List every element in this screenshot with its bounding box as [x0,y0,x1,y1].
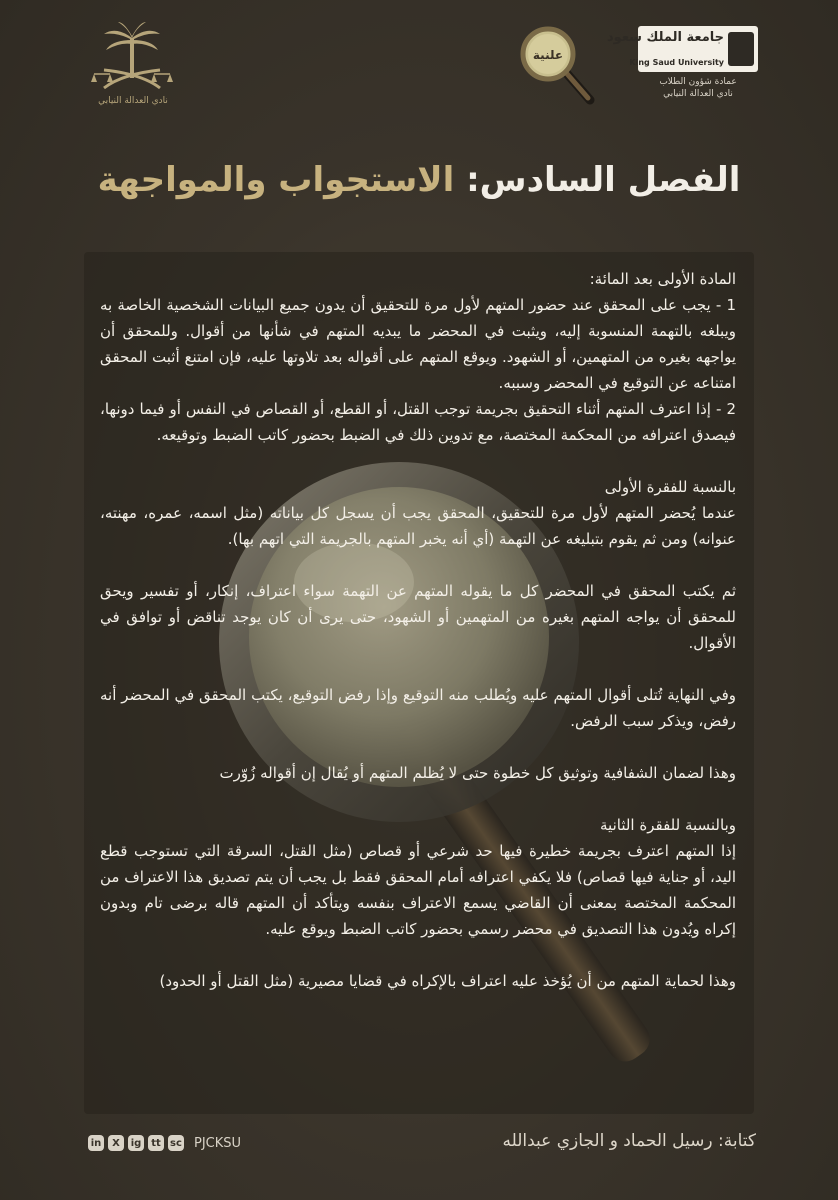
article-heading: المادة الأولى بعد المائة: [589,270,736,288]
tiktok-icon[interactable]: tt [148,1135,164,1151]
title-chapter: الفصل السادس: [466,160,741,200]
explanation1-heading: بالنسبة للفقرة الأولى [604,478,736,496]
explanation1-paragraph-4: وهذا لضمان الشفافية وتوثيق كل خطوة حتى لا يُظلم المتهم أو يُقال إن أقواله زُوّرت [219,764,736,782]
article-clause-1: 1 - يجب على المحقق عند حضور المتهم لأول مرة للتحقيق أن يدون جميع البيانات الشخصية الخاصة به ويبلغه بالتهمة المنسوبة إليه، ويثبت في المحضر ما يبديه المتهم في شأنها من أقوال. وللمحقق أن يواجهه بغيره من المتهمين، أو الشهود. ويوقع المتهم على أقواله بعد تلاوتها عليه، فإن امتنع أثبت المحقق امتناعه عن التوقيع في المحضر وسببه. [100,296,736,392]
explanation2-paragraph-2: وهذا لحماية المتهم من أن يُؤخذ عليه اعتراف بالإكراه في قضايا مصيرية (مثل القتل أو الحدود) [159,972,736,990]
right-logo-caption: نادي العدالة النيابي [98,96,168,106]
magazine-magnifier-logo-icon [518,24,598,106]
title-subject: الاستجواب والمواجهة [97,160,455,200]
ksu-logo [608,22,758,102]
article-clause-2: 2 - إذا اعترف المتهم أثناء التحقيق بجريمة توجب القتل، أو القطع، أو القصاص في النفس أو فيما دونها، فيصدق اعترافه من المحكمة المختصة، مع تدوين ذلك في الضبط بحضور كاتب الضبط وتوقيعه. [100,400,736,444]
explanation1-paragraph-3: وفي النهاية تُتلى أقوال المتهم عليه ويُطلب منه التوقيع وإذا رفض التوقيع، يكتب المحقق في المحضر أنه رفض، ويذكر سبب الرفض. [100,686,736,730]
snapchat-icon[interactable]: sc [168,1135,184,1151]
magazine-logo-text: علنية [532,48,564,62]
social-links [88,1132,241,1154]
ksu-dept-line1: عمادة شؤون الطلاب [659,77,737,87]
explanation2-heading: وبالنسبة للفقرة الثانية [600,816,736,834]
x-twitter-icon[interactable]: X [108,1135,124,1151]
ksu-emblem-icon [728,32,754,66]
ksu-department [638,76,758,100]
page-title [0,160,838,200]
article-text [100,266,736,994]
ksu-dept-line2: نادي العدالة النيابي [663,89,733,99]
social-handle[interactable]: PJCKSU [194,1135,242,1151]
ksu-logo-box [607,26,758,72]
instagram-icon[interactable]: ig [128,1135,144,1151]
ksu-name-en: King Saud University [629,58,724,67]
ksu-name-ar: جامعة الملك سعود [607,30,724,45]
explanation2-paragraph-1: إذا المتهم اعترف بجريمة خطيرة فيها حد شرعي أو قصاص (مثل القتل، السرقة التي تستوجب قطع اليد، أو جناية فيها قصاص) فلا يكفي اعترافه أمام المحقق فقط بل يجب أن يتم تصديق هذا الاعتراف من المحكمة المختصة بمعنى أن القاضي يسمع الاعتراف بنفسه ويتأكد أن المتهم قاله برضى تام وبدون إكراه ويُدون هذا التصديق في محضر رسمي بحضور كاتب الضبط ويوقع عليه. [100,842,736,938]
explanation1-paragraph-1: عندما يُحضر المتهم لأول مرة للتحقيق، المحقق يجب أن يسجل كل بياناته (مثل اسمه، عمره، مهنته، عنوانه) ومن ثم يقوم بتبليغه عن التهمة (أي أنه يخبر المتهم بالجريمة التي اتهم بها). [100,504,736,548]
author-credit: كتابة: رسيل الحماد و الجازي عبدالله [502,1131,756,1151]
linkedin-icon[interactable]: in [88,1135,104,1151]
explanation1-paragraph-2: ثم يكتب المحقق في المحضر كل ما يقوله المتهم عن التهمة سواء اعتراف، إنكار، أو تفسير ويحق للمحقق أن يواجه المتهم بغيره من المتهمين أو الشهود، حتى يرى أن كان يوجد تناقض أو توافق في الأقوال. [100,582,736,652]
